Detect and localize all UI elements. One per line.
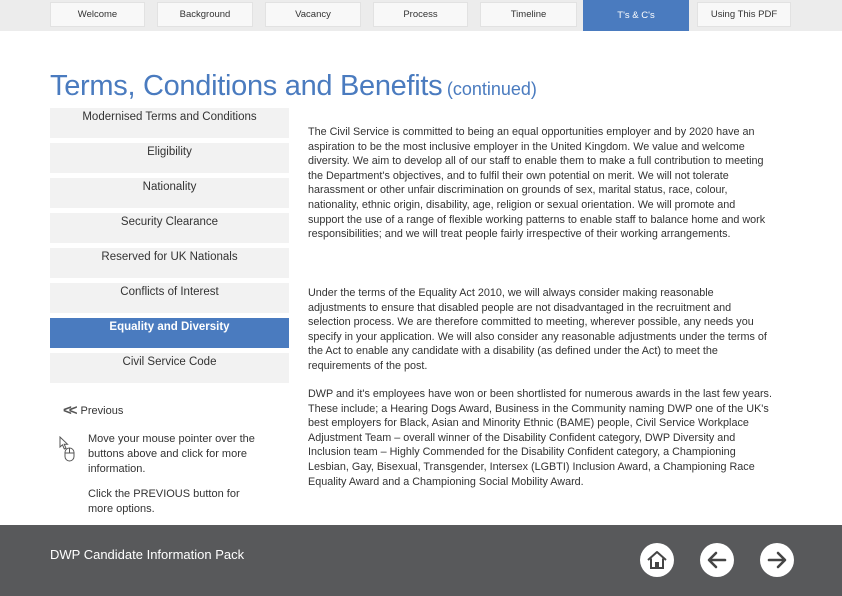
paragraph-equality-act: Under the terms of the Equality Act 2010, we will always consider making reasonable adjustments to ensure that disabled people are not disadvantaged in the recruitment and selection process. We are therefore committed to meeting, wherever possible, any needs you specify in your application. We will also consider any reasonable adjustments under the terms of the Act to enable any candidate with a disability (as defined under the Act) to meet the requirements of the post. (308, 287, 767, 372)
tab-using-this-pdf[interactable]: Using This PDF (697, 2, 791, 27)
help-mouse-text: Move your mouse pointer over the buttons above and click for more information. (88, 433, 255, 475)
double-chevron-left-icon: << (63, 402, 75, 419)
menu-item-conflicts-of-interest[interactable]: Conflicts of Interest (50, 283, 289, 313)
page-title-suffix: (continued) (446, 79, 537, 99)
tab-timeline[interactable]: Timeline (480, 2, 577, 27)
menu-item-reserved-uk-nationals[interactable]: Reserved for UK Nationals (50, 248, 289, 278)
home-icon (645, 548, 669, 572)
page-title (50, 70, 537, 103)
footer (0, 525, 842, 596)
home-button[interactable] (640, 543, 674, 577)
menu-item-equality-and-diversity[interactable]: Equality and Diversity (50, 318, 289, 348)
help-previous-text: Click the PREVIOUS button for more options. (88, 488, 240, 515)
previous-label: Previous (80, 404, 124, 417)
menu-item-nationality[interactable]: Nationality (50, 178, 289, 208)
paragraph-equal-opportunities: The Civil Service is committed to being an equal opportunities employer and by 2020 have an aspiration to be the most inclusive employer in the United Kingdom. We value and welcome diversity. We aim to develop all of our staff to enable them to make a full contribution to meeting the Department's objectives, and to fulfil their own potential on merit. We will not tolerate harassment or other unfair discrimination on grounds of sex, marital status, race, colour, nationality, ethnic origin, disability, age, religion or sexual orientation. We will promote and support the use of a range of flexible working patterns to enable staff to balance home and work responsibilities; and we will treat people fairly irrespective of their working arrangements. (308, 126, 766, 241)
paragraph-awards: DWP and it's employees have won or been shortlisted for numerous awards in the last few years. These include; a Hearing Dogs Award, Business in the Community naming DWP one of the UK's best employers for Black, Asian and Minority Ethnic (BAME) people, Civil Service Workplace Adjustment Team – overall winner of the Disability Confident category, DWP Diversity and Inclusion team – Highly Commended for the Disability Confident category, a Championing Lesbian, Gay, Bisexual, Transgender, Intersex (LGBTI) Inclusion Award, a Championing Race Equality Award and a Championing Social Mobility Award. (308, 388, 772, 488)
arrow-right-icon (765, 548, 789, 572)
menu-item-civil-service-code[interactable]: Civil Service Code (50, 353, 289, 383)
page-title-main: Terms, Conditions and Benefits (50, 70, 443, 102)
top-nav-bar (0, 0, 842, 31)
tab-vacancy[interactable]: Vacancy (265, 2, 361, 27)
forward-button[interactable] (760, 543, 794, 577)
tab-background[interactable]: Background (157, 2, 253, 27)
tab-process[interactable]: Process (373, 2, 468, 27)
previous-button[interactable] (63, 402, 123, 419)
menu-item-modernised-terms[interactable]: Modernised Terms and Conditions (50, 108, 289, 138)
arrow-left-icon (705, 548, 729, 572)
mouse-pointer-icon (58, 436, 78, 462)
back-button[interactable] (700, 543, 734, 577)
tab-welcome[interactable]: Welcome (50, 2, 145, 27)
menu-item-eligibility[interactable]: Eligibility (50, 143, 289, 173)
footer-title: DWP Candidate Information Pack (50, 547, 245, 562)
menu-item-security-clearance[interactable]: Security Clearance (50, 213, 289, 243)
tab-ts-and-cs[interactable]: T's & C's (583, 0, 689, 31)
